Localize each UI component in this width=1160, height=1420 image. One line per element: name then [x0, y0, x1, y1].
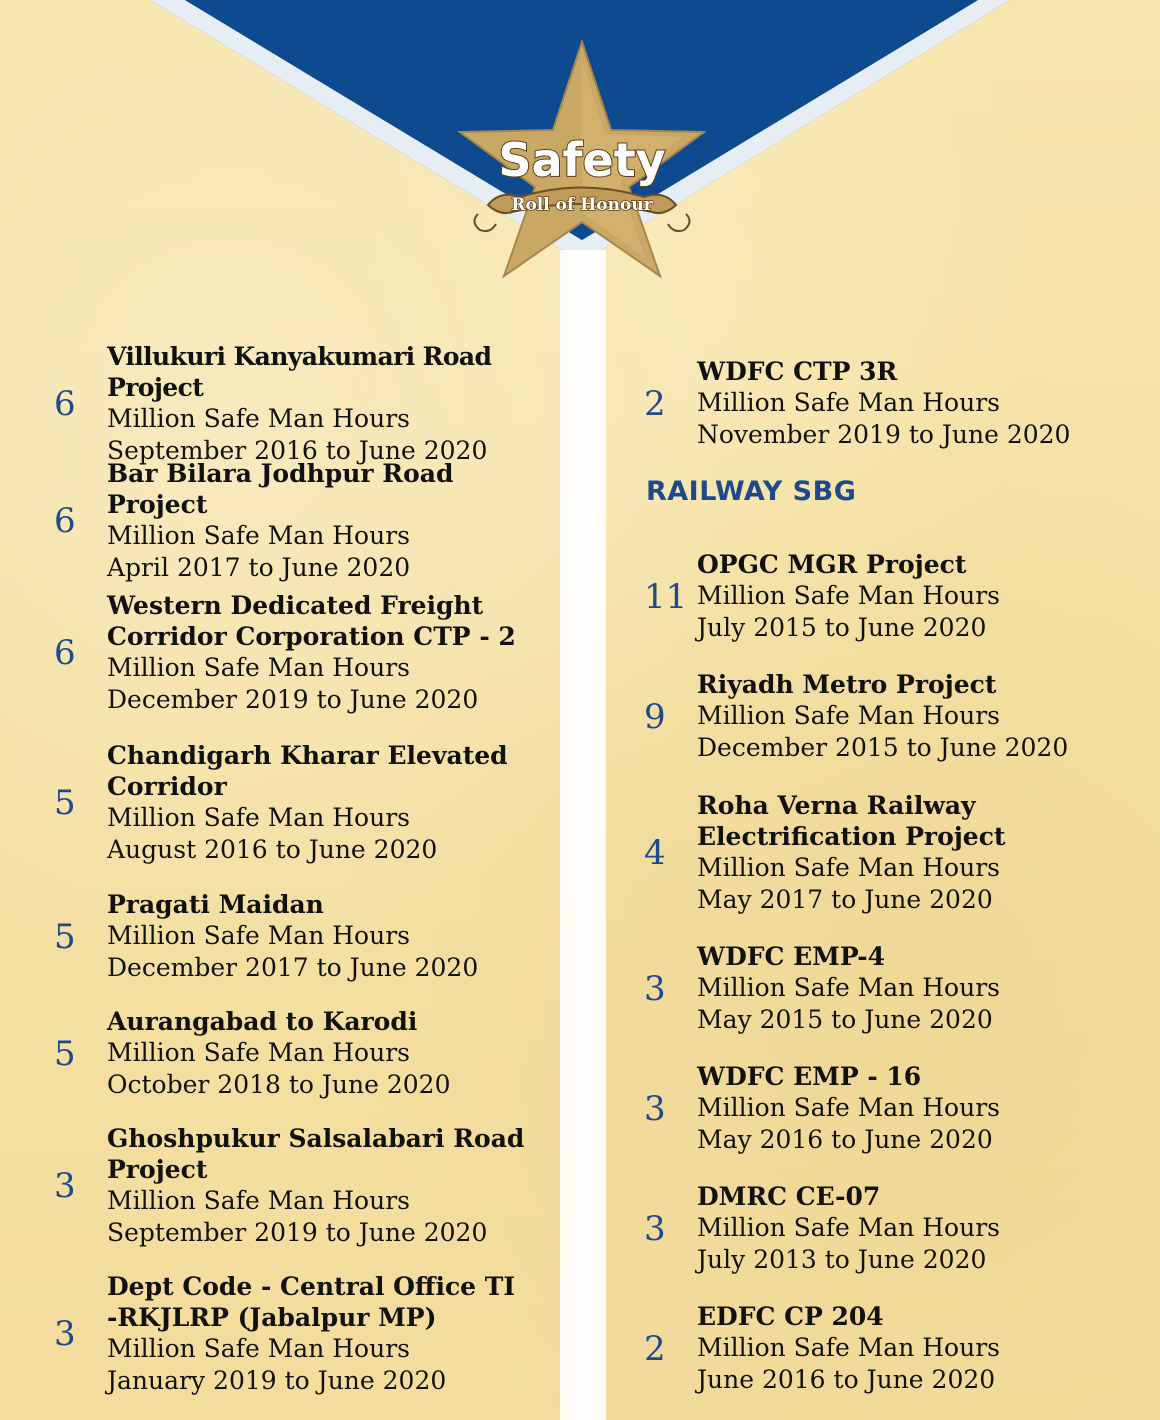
entry-period: September 2019 to June 2020: [107, 1218, 488, 1247]
entry-count: 9: [644, 696, 666, 737]
entry-title: Dept Code - Central Office TI: [107, 1272, 516, 1301]
list-item: [54, 588, 534, 718]
entry-title: Aurangabad to Karodi: [107, 1007, 418, 1036]
entry-title-line-2: Corridor Corporation CTP - 2: [107, 622, 516, 651]
entry-period: July 2013 to June 2020: [697, 1245, 987, 1274]
list-item: [54, 1269, 534, 1399]
entry-period: September 2016 to June 2020: [107, 435, 488, 465]
entry-unit: Million Safe Man Hours: [697, 701, 1000, 730]
entry-count: 5: [54, 916, 76, 957]
entry-unit: Million Safe Man Hours: [107, 403, 410, 433]
entry-count: 3: [644, 1208, 666, 1249]
list-item: [644, 547, 1144, 646]
entry-title: OPGC MGR Project: [697, 550, 967, 579]
list-item: [644, 667, 1144, 766]
entry-title: Pragati Maidan: [107, 890, 324, 919]
entry-count: 11: [644, 576, 688, 617]
list-item: [54, 458, 534, 582]
section-heading-railway: RAILWAY SBG: [646, 476, 857, 507]
entry-period: April 2017 to June 2020: [107, 552, 411, 582]
entry-title: Western Dedicated Freight: [107, 591, 484, 620]
entry-title: Ghoshpukur Salsalabari Road: [107, 1124, 525, 1153]
entry-count: 3: [54, 1166, 76, 1206]
entry-title: Roha Verna Railway: [697, 791, 976, 820]
entry-count: 6: [54, 383, 76, 424]
entry-unit: Million Safe Man Hours: [107, 803, 410, 832]
entry-unit: Million Safe Man Hours: [697, 1213, 1000, 1242]
entry-count: 5: [54, 1033, 76, 1074]
logo-title: Safety: [498, 133, 666, 187]
entry-unit: Million Safe Man Hours: [107, 520, 410, 550]
list-item: [644, 1299, 1144, 1398]
entry-count: 2: [644, 1328, 666, 1369]
entry-unit: Million Safe Man Hours: [697, 1093, 1000, 1122]
entry-title: WDFC CTP 3R: [697, 357, 898, 386]
entry-period: November 2019 to June 2020: [697, 420, 1071, 449]
entry-title-line-2: Electrification Project: [697, 822, 1006, 851]
entry-title: Villukuri Kanyakumari Road Project: [107, 341, 492, 402]
entry-count: 6: [54, 633, 76, 673]
entry-period: December 2017 to June 2020: [107, 953, 479, 982]
list-item: [644, 788, 1144, 918]
list-item: [644, 354, 1144, 453]
entry-unit: Million Safe Man Hours: [107, 921, 410, 950]
entry-unit: Million Safe Man Hours: [107, 1038, 410, 1067]
entry-unit: Million Safe Man Hours: [697, 388, 1000, 417]
entry-unit: Million Safe Man Hours: [697, 1333, 1000, 1362]
entry-period: January 2019 to June 2020: [107, 1366, 447, 1395]
entry-title-line-2: -RKJLRP (Jabalpur MP): [107, 1303, 437, 1332]
entry-unit: Million Safe Man Hours: [697, 581, 1000, 610]
list-item: [54, 341, 534, 465]
entry-count: 4: [644, 833, 666, 873]
entry-period: May 2015 to June 2020: [697, 1005, 993, 1034]
entry-title: DMRC CE-07: [697, 1182, 881, 1211]
entry-period: May 2017 to June 2020: [697, 885, 993, 914]
entry-count: 3: [644, 1088, 666, 1129]
left-column: [54, 341, 534, 1399]
entry-period: December 2019 to June 2020: [107, 685, 479, 714]
entry-unit: Million Safe Man Hours: [697, 973, 1000, 1002]
center-divider: [560, 250, 606, 1420]
entry-period: July 2015 to June 2020: [697, 613, 987, 642]
entry-period: August 2016 to June 2020: [107, 835, 438, 864]
entry-count: 2: [644, 383, 666, 424]
list-item: [644, 939, 1144, 1038]
entry-title: EDFC CP 204: [697, 1302, 884, 1331]
entry-title: WDFC EMP-4: [697, 942, 886, 971]
entry-period: October 2018 to June 2020: [107, 1070, 451, 1099]
list-item: [54, 1121, 534, 1251]
entry-title: Riyadh Metro Project: [697, 670, 997, 699]
entry-title: Chandigarh Kharar Elevated: [107, 741, 508, 770]
entry-unit: Million Safe Man Hours: [697, 853, 1000, 882]
right-column: [644, 354, 1144, 1398]
entry-title-line-2: Project: [107, 1155, 208, 1184]
entry-period: December 2015 to June 2020: [697, 733, 1069, 762]
list-item: [644, 1179, 1144, 1278]
entry-unit: Million Safe Man Hours: [107, 653, 410, 682]
entry-count: 3: [54, 1314, 76, 1354]
list-item: [54, 887, 534, 986]
entry-title: Bar Bilara Jodhpur Road Project: [107, 458, 454, 519]
entry-count: 6: [54, 500, 76, 541]
entry-unit: Million Safe Man Hours: [107, 1334, 410, 1363]
entry-unit: Million Safe Man Hours: [107, 1186, 410, 1215]
entry-title-line-2: Corridor: [107, 772, 227, 801]
logo-subtitle: Roll of Honour: [511, 195, 653, 215]
entry-period: June 2016 to June 2020: [697, 1365, 996, 1394]
entry-count: 3: [644, 968, 666, 1009]
list-item: [54, 738, 534, 868]
entry-title: WDFC EMP - 16: [697, 1062, 922, 1091]
list-item: [54, 1004, 534, 1103]
entry-count: 5: [54, 783, 76, 823]
entry-period: May 2016 to June 2020: [697, 1125, 993, 1154]
list-item: [644, 1059, 1144, 1158]
